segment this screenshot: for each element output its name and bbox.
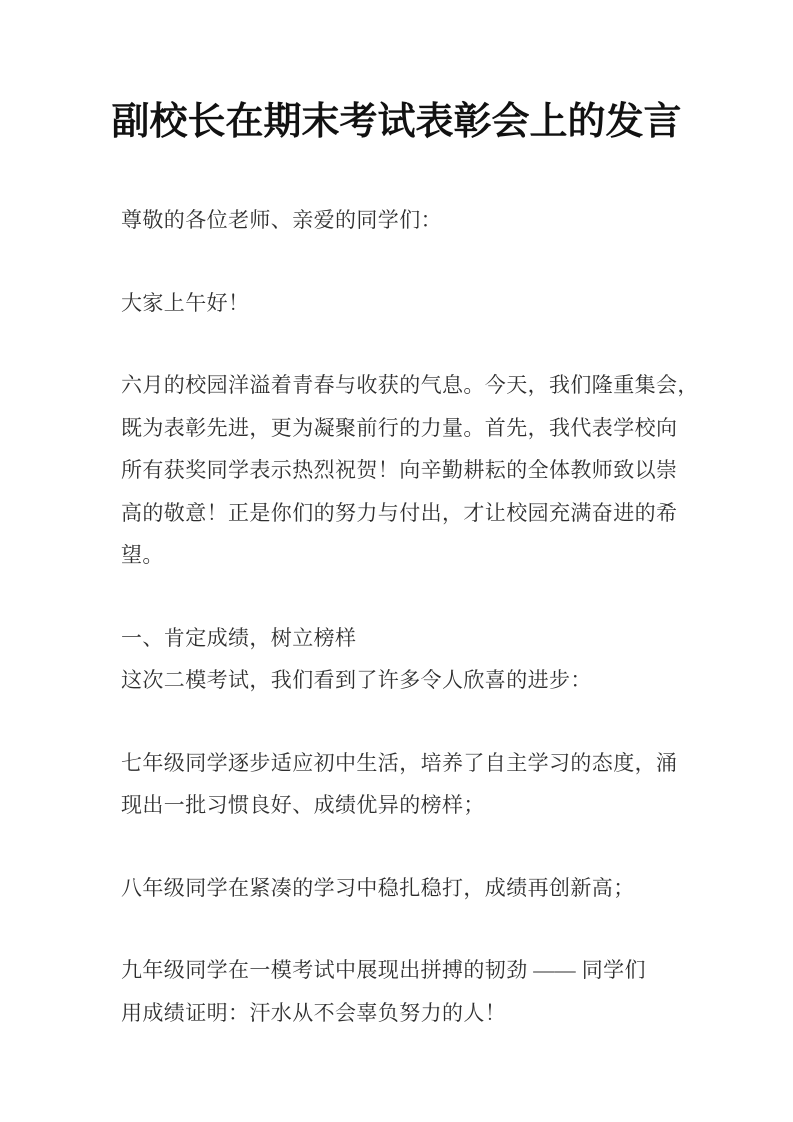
text-line: 一、肯定成绩，树立榜样 [121, 625, 357, 650]
paragraph [121, 199, 681, 242]
text-line: 既为表彰先进，更为凝聚前行的力量。首先，我代表学校向 [121, 415, 678, 440]
text-line: 这次二模考试，我们看到了许多令人欣喜的进步： [121, 668, 592, 692]
text-line: 大家上午好！ [121, 290, 250, 315]
text-line: 用成绩证明：汗水从不会辜负努力的人！ [121, 1000, 507, 1025]
text-line: 现出一批习惯良好、成绩优异的榜样； [121, 793, 485, 817]
text-line: 所有获奖同学表示热烈祝贺！向辛勤耕耘的全体教师致以崇 [121, 458, 678, 482]
text-line: 六月的校园洋溢着青春与收获的气息。今天，我们隆重集会， [121, 373, 699, 397]
paragraph [121, 617, 681, 702]
document-body [121, 199, 699, 1034]
text-line: 九年级同学在一模考试中展现出拼搏的韧劲 —— 同学们 [121, 958, 646, 982]
text-line: 八年级同学在紧凑的学习中稳扎稳打，成绩再创新高； [121, 875, 635, 900]
page-title: 副校长在期末考试表彰会上的发言 [111, 101, 682, 143]
text-line: 高的敬意！正是你们的努力与付出，才让校园充满奋进的希 [121, 500, 678, 525]
paragraph [121, 282, 681, 325]
text-line: 尊敬的各位老师、亲爱的同学们： [121, 208, 442, 232]
text-line: 望。 [121, 543, 164, 567]
paragraph [121, 867, 681, 910]
paragraph [121, 364, 699, 577]
text-line: 七年级同学逐步适应初中生活，培养了自主学习的态度，涌 [121, 750, 678, 775]
paragraph [121, 949, 681, 1034]
paragraph [121, 742, 681, 827]
